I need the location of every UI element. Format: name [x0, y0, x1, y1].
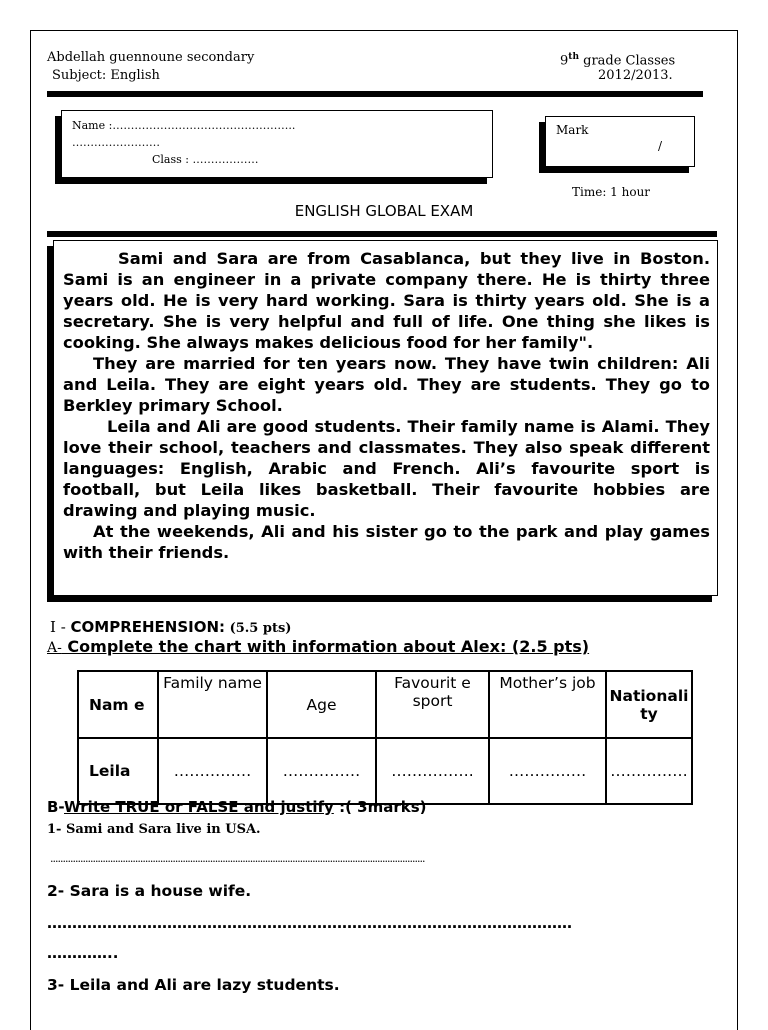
section-b-letter: B- [47, 798, 64, 816]
section-a-heading [47, 637, 589, 656]
answer-line-2-continuation[interactable]: ………….. [47, 944, 119, 962]
row-student-name: Leila [78, 738, 158, 804]
information-chart [77, 670, 693, 805]
school-name: Abdellah guennoune secondary [47, 50, 255, 65]
reading-passage [53, 240, 718, 596]
section-b-heading [47, 798, 427, 816]
chart-row-leila [78, 738, 692, 804]
mark-box [545, 116, 695, 167]
grade-text: grade Classes [578, 53, 676, 69]
cell-nationality[interactable]: …………… [606, 738, 692, 804]
question-1: 1- Sami and Sara live in USA. [47, 822, 261, 837]
passage-paragraph-4: At the weekends, Ali and his sister go to the park and play games with their friends. [63, 522, 710, 562]
header-age: Age [267, 671, 376, 738]
exam-title: ENGLISH GLOBAL EXAM [294, 202, 474, 220]
section-number: I - [50, 618, 71, 636]
chart-header-row [78, 671, 692, 738]
name-box [61, 110, 493, 178]
header-favourite-sport: Favourit e sport [376, 671, 489, 738]
question-2: 2- Sara is a house wife. [47, 882, 252, 900]
mark-slash: / [658, 139, 663, 153]
answer-line-2[interactable]: …………………………………………………………………………………………… [47, 914, 572, 932]
header-family-name: Family name [158, 671, 267, 738]
section-title: COMPREHENSION: [70, 618, 226, 636]
cell-family-name[interactable]: …………… [158, 738, 267, 804]
name-field-continuation[interactable]: …………………… [72, 136, 160, 149]
section-points: (5.5 pts) [225, 621, 292, 636]
passage-paragraph-1: Sami and Sara are from Casablanca, but they live in Boston. Sami is an engineer in a private company there. He is thirty three years old. He is very hard working. Sara is thirty years old. She is a secretary. She is very helpful and full of life. One thing she likes is cooking. She always makes delicious food for her family". [63, 249, 710, 352]
passage-paragraph-2: They are married for ten years now. They have twin children: Ali and Leila. They are eight years old. They are students. They go to Berkley primary School. [63, 354, 710, 415]
section-a-instruction: Complete the chart with information about Alex: (2.5 pts) [61, 637, 590, 656]
cell-favourite-sport[interactable]: ……………. [376, 738, 489, 804]
passage-paragraph-3: Leila and Ali are good students. Their family name is Alami. They love their school, teachers and classmates. They also speak different languages: English, Arabic and French. Ali’s favourite sport is football, but Leila likes basketball. Their favourite hobbies are drawing and playing music. [63, 417, 710, 520]
answer-line-1[interactable]: ...................................................................................................................................................... [50, 852, 425, 865]
header-name: Nam e [78, 671, 158, 738]
time-allowed: Time: 1 hour [572, 185, 651, 199]
question-3: 3- Leila and Ali are lazy students. [47, 976, 340, 994]
header-divider [47, 91, 703, 97]
title-divider [47, 231, 717, 237]
mark-label: Mark [556, 123, 589, 137]
subject-line: Subject: English [52, 68, 160, 83]
header-nationality: Nationali ty [606, 671, 692, 738]
section-b-instruction: Write TRUE or FALSE and justify [64, 798, 334, 816]
grade-number: 9 [560, 53, 569, 69]
section-b-marks: :( 3marks) [333, 798, 427, 816]
grade-superscript: th [568, 52, 579, 62]
name-field[interactable]: Name :………………………………………….. [72, 119, 296, 132]
school-year: 2012/2013. [598, 68, 673, 83]
section-comprehension-heading [50, 618, 291, 636]
header-mothers-job: Mother’s job [489, 671, 606, 738]
cell-age[interactable]: …………… [267, 738, 376, 804]
class-field[interactable]: Class : ……………… [152, 153, 259, 166]
cell-mothers-job[interactable]: …………… [489, 738, 606, 804]
section-a-letter: A- [47, 640, 62, 656]
